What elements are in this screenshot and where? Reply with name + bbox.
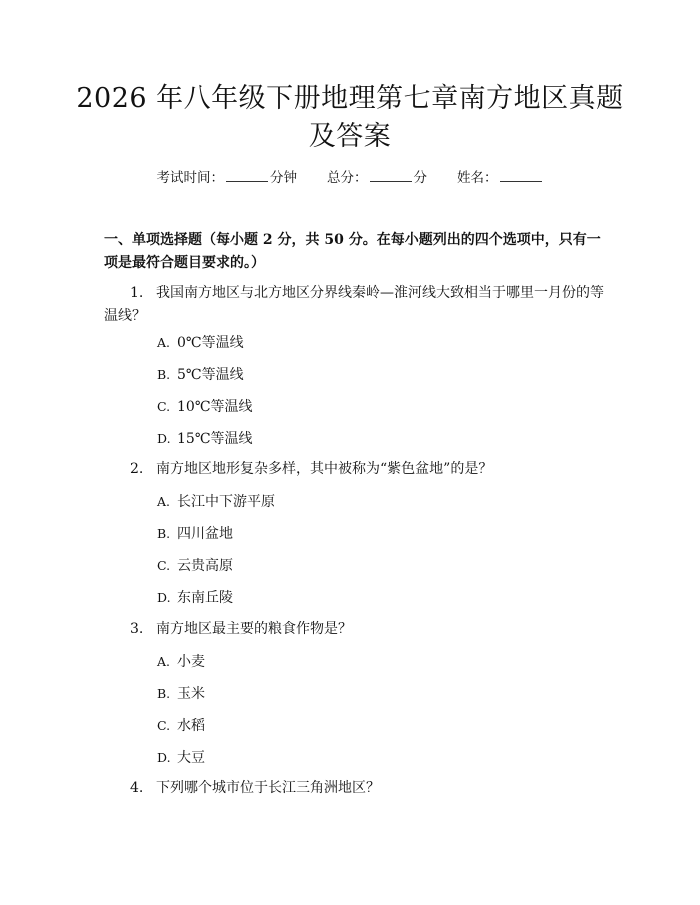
- option-text: 玉米: [177, 686, 205, 702]
- option-letter: B.: [157, 526, 171, 541]
- option-text: 长江中下游平原: [177, 494, 275, 510]
- time-blank: [226, 169, 268, 182]
- question-4: [104, 777, 604, 800]
- question-text: 下列哪个城市位于长江三角洲地区？: [156, 780, 380, 796]
- option-1a: [157, 333, 244, 353]
- option-2a: [157, 492, 275, 512]
- option-1c: [157, 397, 252, 417]
- option-3a: [157, 652, 205, 672]
- time-unit: 分钟: [270, 170, 297, 186]
- option-letter: B.: [157, 686, 171, 701]
- question-number: 2.: [130, 461, 144, 477]
- option-text: 四川盆地: [177, 526, 233, 542]
- option-letter: A.: [157, 654, 171, 669]
- option-3b: [157, 684, 205, 704]
- question-text: 我国南方地区与北方地区分界线秦岭—淮河线大致相当于哪里一月份的等温线？: [104, 285, 604, 324]
- option-letter: A.: [157, 335, 171, 350]
- option-text: 东南丘陵: [177, 590, 233, 606]
- title-line-1: 2026 年八年级下册地理第七章南方地区真题: [76, 83, 624, 114]
- title-line-2: 及答案: [308, 121, 392, 152]
- option-letter: C.: [157, 558, 171, 573]
- option-letter: B.: [157, 367, 171, 382]
- option-text: 5℃等温线: [177, 367, 244, 383]
- option-letter: D.: [157, 431, 171, 446]
- option-text: 10℃等温线: [177, 399, 253, 415]
- option-letter: C.: [157, 718, 171, 733]
- page-title: [60, 80, 640, 156]
- name-label: 姓名：: [457, 170, 498, 186]
- option-letter: A.: [157, 494, 171, 509]
- question-text: 南方地区地形复杂多样，其中被称为“紫色盆地”的是？: [156, 461, 493, 477]
- question-1: [104, 282, 604, 328]
- question-text: 南方地区最主要的粮食作物是？: [156, 621, 352, 637]
- question-3: [104, 618, 604, 641]
- option-text: 15℃等温线: [177, 431, 253, 447]
- section-heading: 一、单项选择题（每小题 2 分，共 50 分。在每小题列出的四个选项中，只有一项是最符合题目要求的。）: [104, 232, 601, 271]
- question-number: 1.: [130, 285, 144, 301]
- score-unit: 分: [413, 170, 427, 186]
- score-blank: [370, 169, 412, 182]
- option-2d: [157, 588, 233, 608]
- question-number: 4.: [130, 780, 144, 796]
- option-2c: [157, 556, 233, 576]
- option-text: 0℃等温线: [177, 335, 244, 351]
- exam-meta: [0, 168, 700, 188]
- option-text: 大豆: [177, 750, 205, 766]
- score-label: 总分：: [327, 170, 368, 186]
- option-text: 小麦: [177, 654, 205, 670]
- option-3d: [157, 748, 205, 768]
- option-letter: C.: [157, 399, 171, 414]
- name-blank: [500, 169, 542, 182]
- question-2: [104, 458, 604, 481]
- option-3c: [157, 716, 205, 736]
- time-label: 考试时间：: [156, 170, 224, 186]
- option-text: 云贵高原: [177, 558, 233, 574]
- option-1d: [157, 429, 252, 449]
- option-2b: [157, 524, 233, 544]
- option-text: 水稻: [177, 718, 205, 734]
- option-1b: [157, 365, 244, 385]
- question-number: 3.: [130, 621, 144, 637]
- option-letter: D.: [157, 750, 171, 765]
- option-letter: D.: [157, 590, 171, 605]
